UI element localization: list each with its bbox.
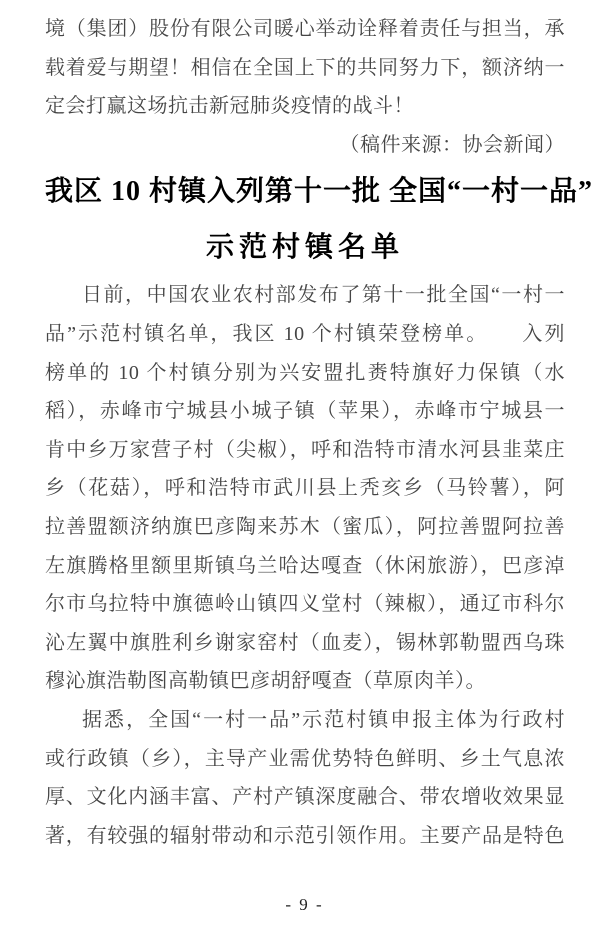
page-number: - 9 - xyxy=(285,895,324,914)
text-line: 拉善盟额济纳旗巴彦陶来苏木（蜜瓜），阿拉善盟阿拉善 xyxy=(45,515,565,538)
text-line: 定会打赢这场抗击新冠肺炎疫情的战斗！ xyxy=(45,95,414,118)
text-line: 乡（花菇），呼和浩特市武川县上秃亥乡（马铃薯），阿 xyxy=(45,477,565,500)
text-line: 载着爱与期望！相信在全国上下的共同努力下，额济纳一 xyxy=(45,56,565,79)
source-line: （稿件来源：协会新闻） xyxy=(339,133,565,156)
text-line: 肯中乡万家营子村（尖椒），呼和浩特市清水河县韭菜庄 xyxy=(45,438,565,461)
text-line: 稻），赤峰市宁城县小城子镇（苹果），赤峰市宁城县一 xyxy=(45,400,565,423)
text-line: 榜单的 10 个村镇分别为兴安盟扎赉特旗好力保镇（水 xyxy=(45,361,565,384)
article-title-line1: 我区 10 村镇入列第十一批 全国“一村一品” xyxy=(45,176,594,208)
text-line: 日前，中国农业农村部发布了第十一批全国“一村一 xyxy=(82,284,565,307)
text-line: 穆沁旗浩勒图高勒镇巴彦胡舒嘎查（草原肉羊）。 xyxy=(45,670,486,693)
text-line: 境（集团）股份有限公司暖心举动诠释着责任与担当，承 xyxy=(45,18,565,40)
text-line: 品”示范村镇名单，我区 10 个村镇荣登榜单。 入列 xyxy=(45,322,565,345)
article-title xyxy=(45,164,594,276)
text-line: 尔市乌拉特中旗德岭山镇四义堂村（辣椒），通辽市科尔 xyxy=(45,593,565,616)
text-line: 或行政镇（乡），主导产业需优势特色鲜明、乡土气息浓 xyxy=(45,747,565,770)
article-body xyxy=(45,276,565,855)
text-line: 据悉，全国“一村一品”示范村镇申报主体为行政村 xyxy=(82,708,565,731)
article-title-line2: 示范村镇名单 xyxy=(205,232,404,264)
text-line: 著，有较强的辐射带动和示范引领作用。主要产品是特色 xyxy=(45,824,565,847)
text-line: 左旗腾格里额里斯镇乌兰哈达嘎查（休闲旅游），巴彦淖 xyxy=(45,554,565,577)
text-line: 厚、文化内涵丰富、产村产镇深度融合、带农增收效果显 xyxy=(45,786,565,809)
intro-paragraph xyxy=(45,10,565,164)
text-line: 沁左翼中旗胜利乡谢家窑村（血麦），锡林郭勒盟西乌珠 xyxy=(45,631,565,654)
